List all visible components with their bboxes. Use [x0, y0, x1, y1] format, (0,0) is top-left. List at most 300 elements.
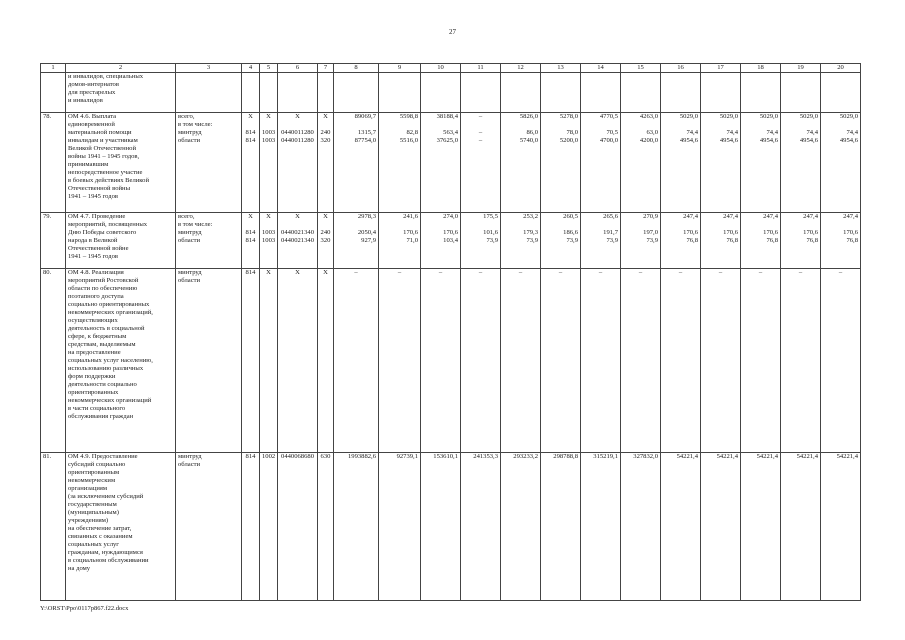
value-cell-col-18: [741, 453, 781, 601]
amount-value: 247,4: [843, 213, 858, 220]
value-cell-col-11: [461, 453, 501, 601]
amount-value: 73,9: [566, 237, 578, 244]
amount-value: 5740,0: [519, 137, 538, 144]
budget-table: [40, 63, 861, 601]
value-cell-col-13: [541, 453, 581, 601]
name-line: в социальном обслуживании: [68, 557, 149, 564]
value-cell-col-8: [334, 73, 379, 113]
column-header-3: 3: [176, 64, 242, 73]
name-line: социальных услуг населению,: [68, 357, 153, 364]
value-cell-col-17: [701, 73, 741, 113]
amount-value: 253,2: [523, 213, 538, 220]
table-row: [41, 213, 861, 269]
value-cell-col-14: [581, 73, 621, 113]
name-line: принимавшим: [68, 161, 109, 168]
name-line: форм поддержки: [68, 373, 116, 380]
column-header-17: 17: [701, 64, 741, 73]
executor-cell: [176, 213, 242, 269]
value-cell-col-20: [821, 113, 861, 213]
code-cell-c6: [278, 73, 318, 113]
code-value: 1003: [262, 129, 276, 136]
code-cell-c4: [242, 269, 260, 453]
code-cell-c5: [260, 213, 278, 269]
code-value: Х: [323, 213, 328, 220]
code-value: Х: [323, 113, 328, 120]
value-cell-col-20: [821, 453, 861, 601]
value-cell-col-12: [501, 73, 541, 113]
name-line: ОМ 4.8. Реализация: [68, 269, 124, 276]
header-row: [41, 64, 861, 73]
value-cell-col-14: [581, 269, 621, 453]
table-row: [41, 453, 861, 601]
name-line: поэтапного доступа: [68, 293, 124, 300]
amount-value: 82,8: [406, 129, 418, 136]
value-cell-col-18: [741, 213, 781, 269]
row-name: [66, 73, 176, 113]
amount-value: 63,0: [646, 129, 658, 136]
amount-value: –: [678, 269, 683, 276]
amount-value: 170,6: [403, 229, 418, 236]
name-line: связанных с оказанием: [68, 533, 133, 540]
amount-value: 186,6: [563, 229, 578, 236]
column-header-18: 18: [741, 64, 781, 73]
name-line: войны 1941 – 1945 годов,: [68, 153, 140, 160]
name-line: ОМ 4.6. Выплата: [68, 113, 117, 120]
amount-value: 4770,5: [599, 113, 618, 120]
name-line: мероприятий, посвященных: [68, 221, 148, 228]
code-cell-c6: [278, 113, 318, 213]
amount-value: 5200,0: [559, 137, 578, 144]
amount-value: 241,6: [403, 213, 418, 220]
name-line: и инвалидов, специальных: [68, 73, 144, 80]
amount-value: 5029,0: [679, 113, 698, 120]
amount-value: 247,4: [763, 213, 778, 220]
code-cell-c4: [242, 73, 260, 113]
code-value: Х: [266, 213, 271, 220]
value-cell-col-19: [781, 269, 821, 453]
amount-value: –: [438, 269, 443, 276]
column-header-5: 5: [260, 64, 278, 73]
executor-line: минтруд: [178, 229, 202, 236]
value-cell-col-8: [334, 213, 379, 269]
amount-value: 5029,0: [759, 113, 778, 120]
value-cell-col-19: [781, 113, 821, 213]
amount-value: –: [397, 269, 402, 276]
name-line: и инвалидов: [68, 97, 103, 104]
table-row: [41, 269, 861, 453]
row-name: [66, 269, 176, 453]
value-cell-col-17: [701, 213, 741, 269]
code-value: 320: [320, 137, 331, 144]
amount-value: 270,9: [643, 213, 658, 220]
code-value: 0440021340: [281, 237, 314, 244]
value-cell-col-8: [334, 453, 379, 601]
code-value: Х: [266, 269, 271, 276]
code-cell-c4: [242, 113, 260, 213]
value-cell-col-9: [379, 213, 421, 269]
value-cell-col-19: [781, 213, 821, 269]
name-line: обслуживания граждан: [68, 413, 134, 420]
amount-value: 5029,0: [719, 113, 738, 120]
amount-value: 153610,1: [433, 453, 458, 460]
executor-line: всего,: [178, 113, 195, 120]
value-cell-col-16: [661, 453, 701, 601]
amount-value: 170,6: [803, 229, 818, 236]
column-header-19: 19: [781, 64, 821, 73]
amount-value: 247,4: [683, 213, 698, 220]
code-value: 240: [320, 229, 331, 236]
amount-value: 76,8: [686, 237, 698, 244]
amount-value: 5826,0: [519, 113, 538, 120]
value-cell-col-15: [621, 73, 661, 113]
executor-line: в том числе:: [178, 221, 213, 228]
amount-value: 54221,4: [796, 453, 818, 460]
column-header-14: 14: [581, 64, 621, 73]
amount-value: –: [598, 269, 603, 276]
name-line: некоммерческих организаций: [68, 397, 152, 404]
amount-value: 315219,1: [593, 453, 618, 460]
column-header-6: 6: [278, 64, 318, 73]
amount-value: 86,0: [526, 129, 538, 136]
code-cell-c7: [318, 453, 334, 601]
amount-value: 4263,0: [639, 113, 658, 120]
value-cell-col-15: [621, 213, 661, 269]
value-cell-col-17: [701, 269, 741, 453]
amount-value: 197,0: [643, 229, 658, 236]
value-cell-col-11: [461, 269, 501, 453]
code-cell-c6: [278, 269, 318, 453]
name-line: учреждениям): [68, 517, 109, 524]
value-cell-col-16: [661, 269, 701, 453]
amount-value: 103,4: [443, 237, 458, 244]
amount-value: 5029,0: [799, 113, 818, 120]
name-line: (муниципальным): [68, 509, 119, 516]
amount-value: 73,9: [646, 237, 658, 244]
column-header-7: 7: [318, 64, 334, 73]
file-path-footer: Y:\ORST\Ppo\0117p867.f22.docx: [40, 605, 129, 612]
amount-value: –: [798, 269, 803, 276]
value-cell-col-18: [741, 269, 781, 453]
code-value: Х: [323, 269, 328, 276]
table-body: [41, 64, 861, 601]
code-value: 814: [245, 237, 256, 244]
value-cell-col-10: [421, 73, 461, 113]
amount-value: 4954,6: [839, 137, 858, 144]
row-name: [66, 213, 176, 269]
name-line: ОМ 4.7. Проведение: [68, 213, 126, 220]
value-cell-col-16: [661, 113, 701, 213]
value-cell-col-17: [701, 113, 741, 213]
name-line: сфере, к бюджетным: [68, 333, 127, 340]
amount-value: 5278,0: [559, 113, 578, 120]
value-cell-col-20: [821, 73, 861, 113]
value-cell-col-10: [421, 269, 461, 453]
amount-value: 170,6: [763, 229, 778, 236]
name-line: на предоставление: [68, 349, 121, 356]
column-header-2: 2: [66, 64, 176, 73]
amount-value: 76,8: [846, 237, 858, 244]
amount-value: 1315,7: [357, 129, 376, 136]
code-cell-c4: [242, 453, 260, 601]
row-name: [66, 113, 176, 213]
amount-value: 76,8: [726, 237, 738, 244]
code-cell-c7: [318, 269, 334, 453]
amount-value: 265,6: [603, 213, 618, 220]
code-value: 814: [245, 129, 256, 136]
executor-cell: [176, 73, 242, 113]
code-value: Х: [295, 269, 300, 276]
value-cell-col-14: [581, 453, 621, 601]
amount-value: 73,9: [486, 237, 498, 244]
amount-value: 170,6: [683, 229, 698, 236]
value-cell-col-10: [421, 453, 461, 601]
column-header-12: 12: [501, 64, 541, 73]
value-cell-col-16: [661, 73, 701, 113]
executor-line: области: [178, 461, 201, 468]
name-line: некоммерческих организаций,: [68, 309, 153, 316]
column-header-20: 20: [821, 64, 861, 73]
amount-value: 101,6: [483, 229, 498, 236]
amount-value: 4700,0: [599, 137, 618, 144]
value-cell-col-13: [541, 269, 581, 453]
amount-value: 298788,8: [553, 453, 578, 460]
executor-line: области: [178, 137, 201, 144]
executor-line: всего,: [178, 213, 195, 220]
code-value: Х: [248, 113, 253, 120]
value-cell-col-18: [741, 73, 781, 113]
column-header-10: 10: [421, 64, 461, 73]
amount-value: 247,4: [723, 213, 738, 220]
column-header-1: 1: [41, 64, 66, 73]
value-cell-col-19: [781, 453, 821, 601]
name-line: использованию различных: [68, 365, 144, 372]
value-cell-col-14: [581, 113, 621, 213]
name-line: деятельности социально: [68, 381, 137, 388]
executor-line: минтруд: [178, 269, 202, 276]
code-value: Х: [295, 213, 300, 220]
row-number: 80.: [41, 269, 66, 453]
amount-value: 260,5: [563, 213, 578, 220]
row-name: [66, 453, 176, 601]
amount-value: –: [718, 269, 723, 276]
name-line: Дню Победы советского: [68, 229, 137, 236]
name-line: мероприятий Ростовской: [68, 277, 139, 284]
amount-value: –: [838, 269, 843, 276]
code-value: 1003: [262, 229, 276, 236]
value-cell-col-11: [461, 113, 501, 213]
code-value: 0440021340: [281, 229, 314, 236]
amount-value: 54221,4: [716, 453, 738, 460]
executor-line: минтруд: [178, 129, 202, 136]
amount-value: 54221,4: [836, 453, 858, 460]
value-cell-col-13: [541, 213, 581, 269]
executor-cell: [176, 113, 242, 213]
code-cell-c5: [260, 113, 278, 213]
row-number: 78.: [41, 113, 66, 213]
amount-value: 4954,6: [799, 137, 818, 144]
amount-value: –: [558, 269, 563, 276]
code-value: 0440068680: [281, 453, 314, 460]
amount-value: 293233,2: [513, 453, 538, 460]
amount-value: 71,0: [406, 237, 418, 244]
code-value: 0440011280: [281, 137, 314, 144]
code-value: 240: [320, 129, 331, 136]
row-number: 81.: [41, 453, 66, 601]
code-cell-c7: [318, 73, 334, 113]
value-cell-col-8: [334, 113, 379, 213]
amount-value: 38188,4: [436, 113, 458, 120]
name-line: средствам, выделяемым: [68, 341, 136, 348]
name-line: социально ориентированных: [68, 301, 150, 308]
code-value: 1003: [262, 137, 276, 144]
amount-value: 2978,3: [357, 213, 376, 220]
amount-value: 92739,1: [396, 453, 418, 460]
column-header-15: 15: [621, 64, 661, 73]
amount-value: –: [478, 137, 483, 144]
value-cell-col-10: [421, 213, 461, 269]
code-value: 814: [245, 137, 256, 144]
value-cell-col-12: [501, 453, 541, 601]
name-line: организациям: [68, 485, 108, 492]
value-cell-col-20: [821, 269, 861, 453]
amount-value: 327832,0: [633, 453, 658, 460]
amount-value: 1993882,6: [347, 453, 376, 460]
amount-value: 54221,4: [676, 453, 698, 460]
name-line: ориентированным: [68, 469, 120, 476]
value-cell-col-16: [661, 213, 701, 269]
value-cell-col-12: [501, 269, 541, 453]
executor-line: области: [178, 277, 201, 284]
name-line: (за исключением субсидий: [68, 493, 144, 500]
row-number: [41, 73, 66, 113]
code-cell-c5: [260, 73, 278, 113]
value-cell-col-13: [541, 113, 581, 213]
code-value: 814: [245, 229, 256, 236]
code-value: 1002: [262, 453, 276, 460]
amount-value: 274,0: [443, 213, 458, 220]
name-line: 1941 – 1945 годов: [68, 193, 119, 200]
executor-line: минтруд: [178, 453, 202, 460]
amount-value: 70,5: [606, 129, 618, 136]
value-cell-col-14: [581, 213, 621, 269]
amount-value: 563,4: [443, 129, 458, 136]
code-cell-c5: [260, 269, 278, 453]
amount-value: –: [638, 269, 643, 276]
executor-cell: [176, 453, 242, 601]
amount-value: 247,4: [803, 213, 818, 220]
name-line: субсидий социально: [68, 461, 126, 468]
table-row: [41, 73, 861, 113]
code-value: 814: [245, 269, 256, 276]
amount-value: 5029,0: [839, 113, 858, 120]
name-line: государственным: [68, 501, 117, 508]
name-line: непосредственное участие: [68, 169, 143, 176]
code-value: Х: [248, 213, 253, 220]
value-cell-col-13: [541, 73, 581, 113]
value-cell-col-11: [461, 73, 501, 113]
name-line: материальной помощи: [68, 129, 132, 136]
code-value: 0440011280: [281, 129, 314, 136]
amount-value: 78,0: [566, 129, 578, 136]
column-header-11: 11: [461, 64, 501, 73]
value-cell-col-10: [421, 113, 461, 213]
name-line: гражданам, нуждающимся: [68, 549, 143, 556]
value-cell-col-9: [379, 73, 421, 113]
value-cell-col-11: [461, 213, 501, 269]
value-cell-col-8: [334, 269, 379, 453]
value-cell-col-15: [621, 113, 661, 213]
code-value: 320: [320, 237, 331, 244]
value-cell-col-17: [701, 453, 741, 601]
name-line: народа в Великой: [68, 237, 118, 244]
column-header-4: 4: [242, 64, 260, 73]
amount-value: 37625,0: [436, 137, 458, 144]
amount-value: 74,4: [806, 129, 818, 136]
amount-value: 4954,6: [719, 137, 738, 144]
name-line: в боевых действиях Великой: [68, 177, 149, 184]
code-cell-c4: [242, 213, 260, 269]
code-cell-c6: [278, 453, 318, 601]
code-cell-c6: [278, 213, 318, 269]
column-header-16: 16: [661, 64, 701, 73]
amount-value: 2050,4: [357, 229, 376, 236]
value-cell-col-12: [501, 113, 541, 213]
name-line: Великой Отечественной: [68, 145, 136, 152]
amount-value: 241353,3: [473, 453, 498, 460]
amount-value: –: [478, 129, 483, 136]
amount-value: 89069,7: [354, 113, 376, 120]
name-line: на дому: [68, 565, 91, 572]
amount-value: 5516,0: [399, 137, 418, 144]
amount-value: 4954,6: [679, 137, 698, 144]
amount-value: 927,9: [361, 237, 376, 244]
value-cell-col-9: [379, 453, 421, 601]
amount-value: 4954,6: [759, 137, 778, 144]
page-number: 27: [449, 28, 456, 36]
name-line: 1941 – 1945 годов: [68, 253, 119, 260]
value-cell-col-15: [621, 453, 661, 601]
name-line: осуществляющих: [68, 317, 118, 324]
name-line: области по обеспечению: [68, 285, 138, 292]
amount-value: –: [478, 269, 483, 276]
value-cell-col-15: [621, 269, 661, 453]
code-value: 630: [320, 453, 331, 460]
code-cell-c5: [260, 453, 278, 601]
amount-value: 74,4: [846, 129, 858, 136]
executor-line: в том числе:: [178, 121, 213, 128]
amount-value: 74,4: [766, 129, 778, 136]
value-cell-col-12: [501, 213, 541, 269]
amount-value: 170,6: [723, 229, 738, 236]
value-cell-col-19: [781, 73, 821, 113]
name-line: Отечественной войны: [68, 185, 131, 192]
code-cell-c7: [318, 113, 334, 213]
name-line: Отечественной войне: [68, 245, 129, 252]
code-cell-c7: [318, 213, 334, 269]
name-line: инвалидам и участникам: [68, 137, 138, 144]
amount-value: 4200,0: [639, 137, 658, 144]
code-value: Х: [295, 113, 300, 120]
column-header-13: 13: [541, 64, 581, 73]
name-line: на обеспечение затрат,: [68, 525, 132, 532]
amount-value: 73,9: [526, 237, 538, 244]
value-cell-col-18: [741, 113, 781, 213]
column-header-8: 8: [334, 64, 379, 73]
code-value: 814: [245, 453, 256, 460]
executor-cell: [176, 269, 242, 453]
amount-value: 73,9: [606, 237, 618, 244]
amount-value: 175,5: [483, 213, 498, 220]
